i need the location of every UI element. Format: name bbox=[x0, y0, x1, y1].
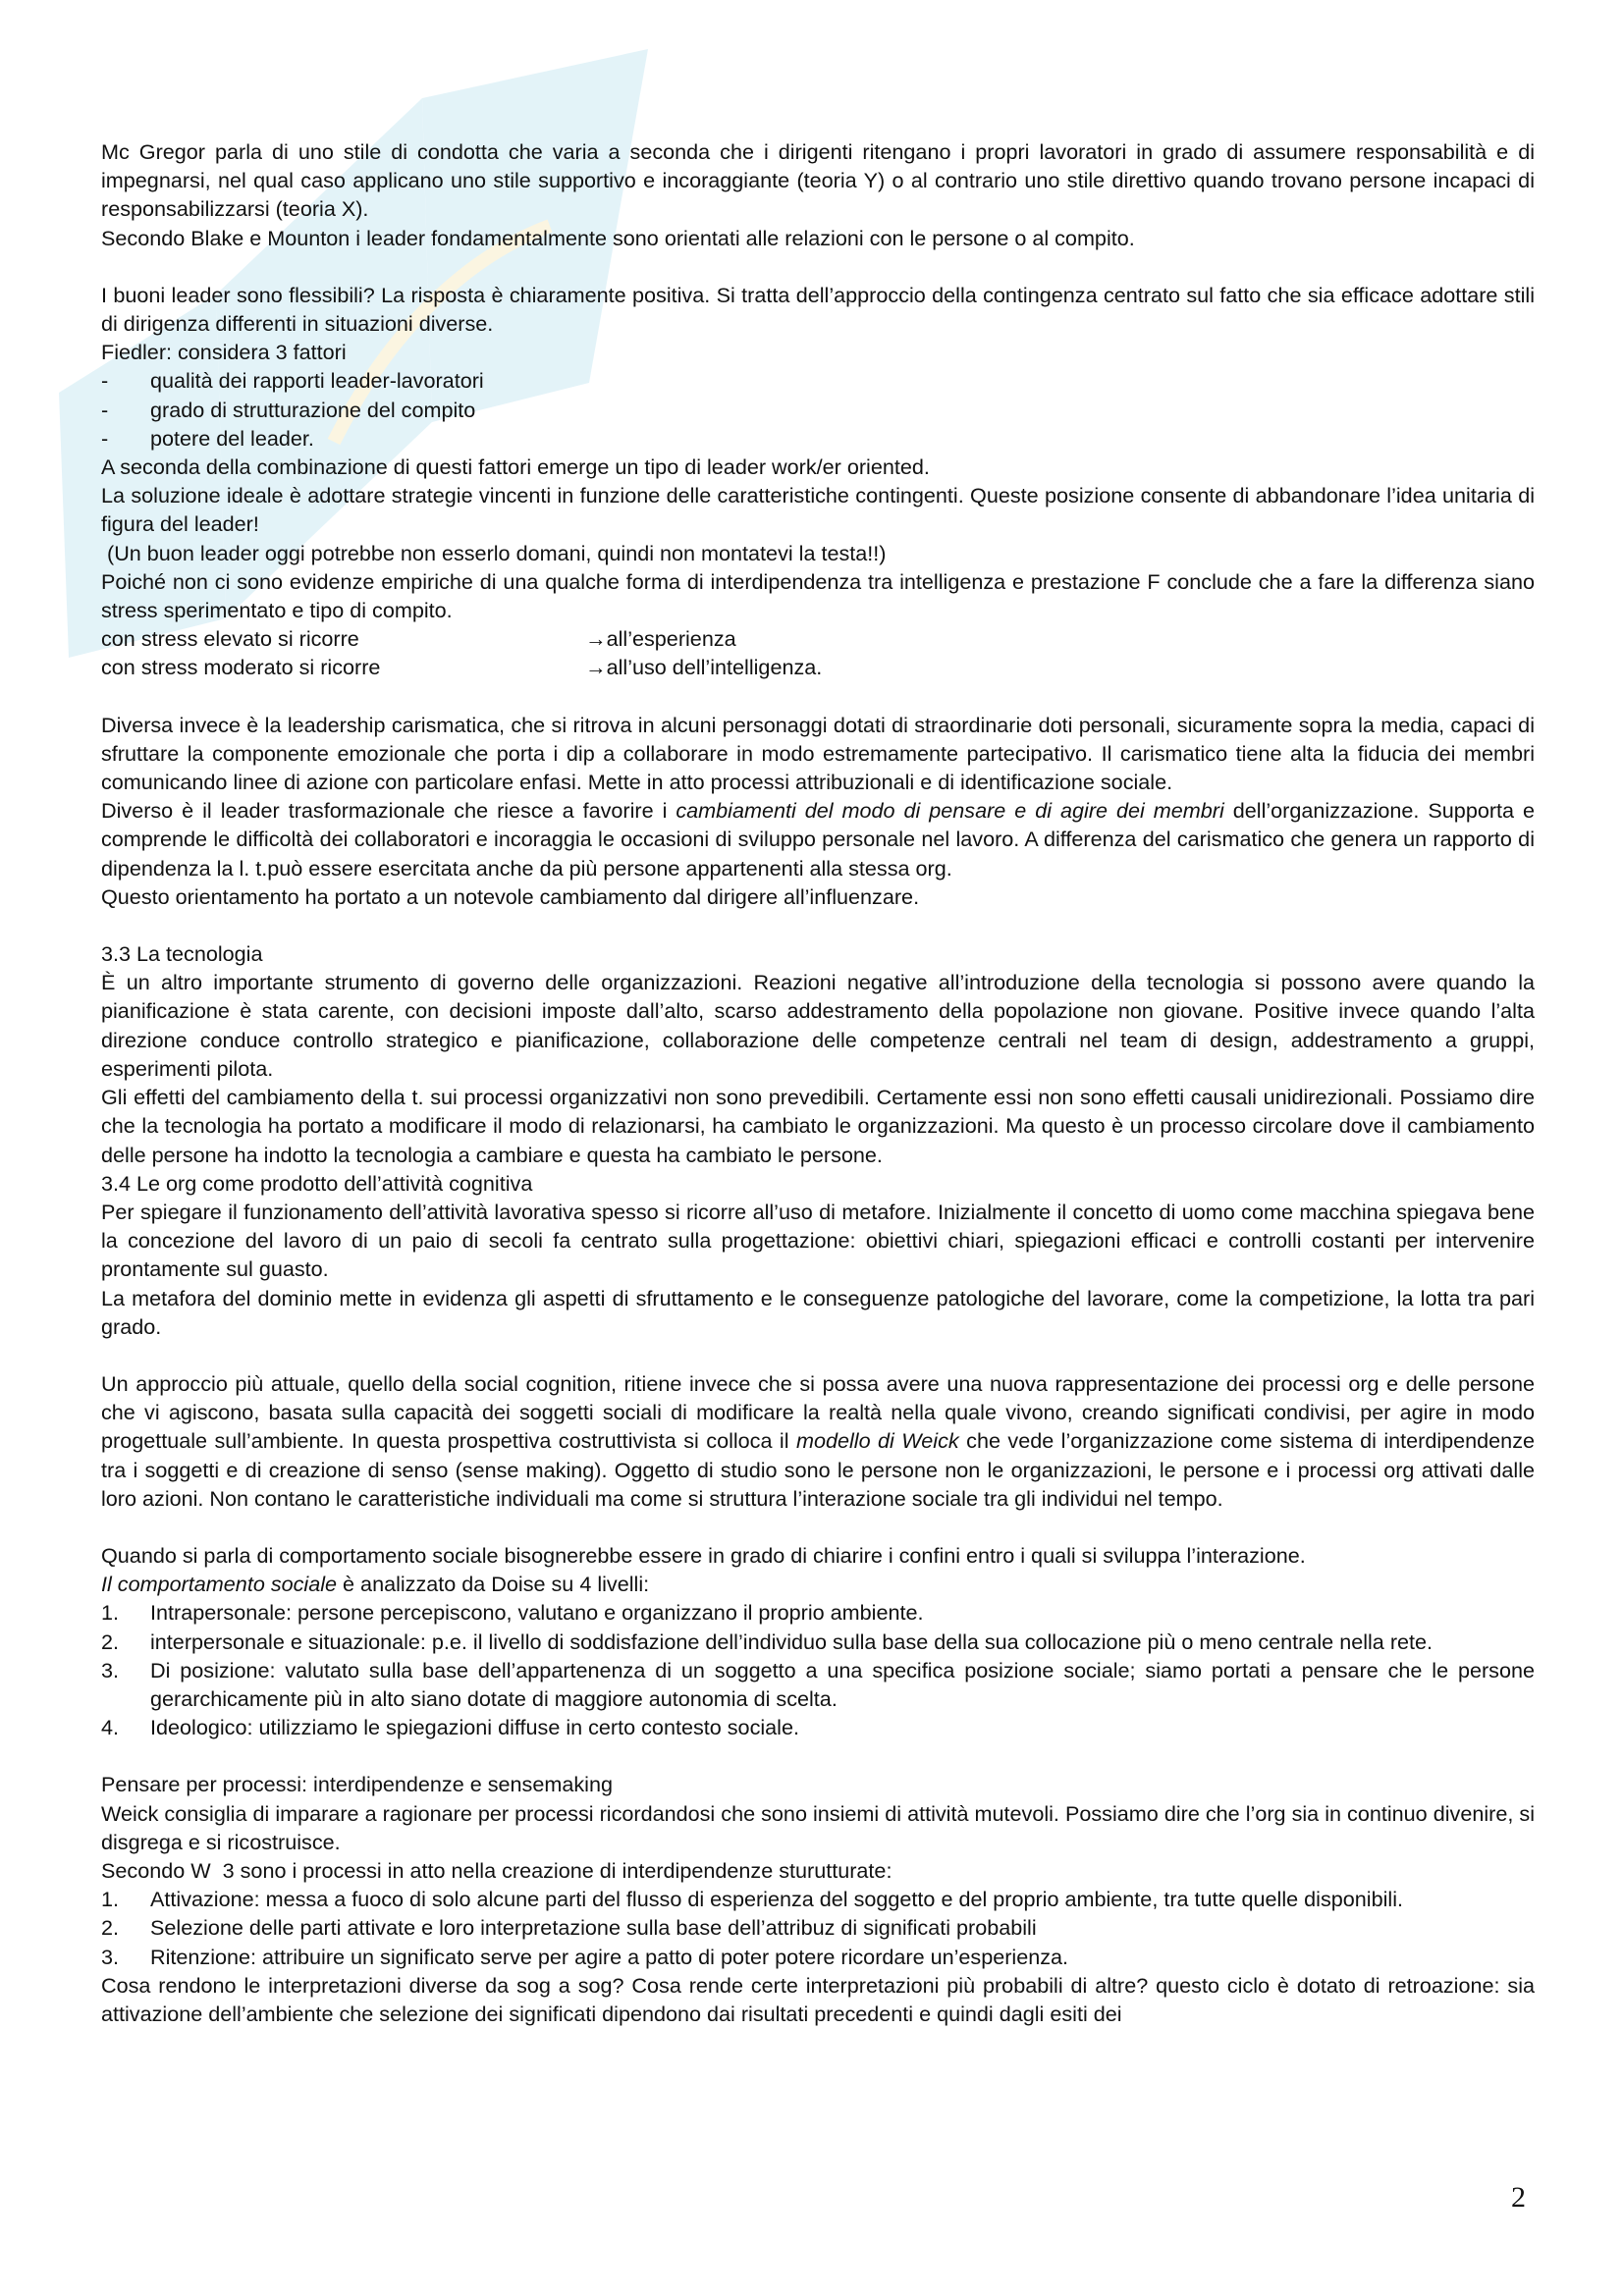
stress-condition: con stress elevato si ricorre bbox=[101, 626, 359, 652]
paragraph-flexible-leaders: I buoni leader sono flessibili? La risposta è chiaramente positiva. Si tratta dell’approccio della contingenza centrato sul fatto che sia efficace adottare stili di dirigenza differenti in situazioni diverse. bbox=[101, 282, 1535, 337]
emphasis-text: Il comportamento sociale bbox=[101, 1572, 338, 1597]
paragraph-transformational bbox=[101, 796, 1535, 882]
list-marker: 2. bbox=[101, 1915, 120, 1941]
list-item bbox=[101, 1656, 1535, 1713]
text-run: che vede l’organizzazione come sistema di interdipendenze tra i soggetti e di creazione di senso (sense making). Oggetto di studio sono le persone non le organizzazioni, le persone e i processi org attivati dalle loro azioni. Non contano le caratteristiche individuali ma come si struttura l’interazione sociale tra gli individui nel tempo. bbox=[101, 1428, 1535, 1511]
paragraph-doise bbox=[101, 1570, 1535, 1598]
list-text: qualità dei rapporti leader-lavoratori bbox=[150, 368, 484, 394]
stress-condition: con stress moderato si ricorre bbox=[101, 655, 381, 680]
section-heading-weick: Pensare per processi: interdipendenze e sensemaking bbox=[101, 1772, 613, 1797]
list-text: grado di strutturazione del compito bbox=[150, 397, 476, 422]
text-run: dell’organizzazione. Supporta e comprende le difficoltà dei collaboratori e incoraggia le occasioni di sviluppo personale nel lavoro. A differenza del carismatico che genera un rapporto di dipendenza la l. t.può essere esercitata anche da più persone appartenenti alla stessa org. bbox=[101, 798, 1536, 881]
fiedler-factor-list bbox=[101, 366, 1535, 453]
paragraph-fiedler-conclusion: Poiché non ci sono evidenze empiriche di una qualche forma di interdipendenza tra intelligenza e prestazione F conclude che a fare la differenza siano stress sperimentato e tipo di compito. bbox=[101, 568, 1535, 623]
paragraph-fiedler-combination: A seconda della combinazione di questi fattori emerge un tipo di leader work/er oriented. bbox=[101, 454, 930, 480]
list-marker: 1. bbox=[101, 1600, 120, 1626]
weick-process-list bbox=[101, 1885, 1535, 1971]
list-item bbox=[101, 424, 1535, 453]
list-item bbox=[101, 396, 1535, 424]
text-run: Un approccio più attuale, quello della social cognition, ritiene invece che si possa avere una nuova rappresentazione dei processi org e delle persone che vi agiscono, basata sulla capacità dei soggetti sociali di modificare la realtà nella quale vivono, creando significati condivisi, per agire in modo progettuale sull’ambiente. In questa prospettiva costruttivista si colloca il bbox=[101, 1370, 1535, 1454]
list-item bbox=[101, 1885, 1535, 1913]
stress-row-moderate bbox=[101, 653, 1535, 681]
paragraph-social-cognition bbox=[101, 1369, 1535, 1513]
paragraph-metaphors: Per spiegare il funzionamento dell’attività lavorativa spesso si ricorre all’uso di metafore. Inizialmente il concetto di uomo come macchina spiegava bene la concezione del lavoro di un paio di secoli fa centrato sulla progettazione: obiettivi chiari, spiegazioni efficaci e controlli costanti per intervenire prontamente sul guasto. bbox=[101, 1199, 1535, 1282]
paragraph-fiedler-intro: Fiedler: considera 3 fattori bbox=[101, 340, 347, 365]
paragraph-mcgregor: Mc Gregor parla di uno stile di condotta che varia a seconda che i dirigenti ritengano i propri lavoratori in grado di assumere responsabilità e di impegnarsi, nel qual caso applicano uno stile supportivo e incoraggiante (teoria Y) o al contrario uno stile direttivo quando trovano persone incapaci di responsabilizzarsi (teoria X). bbox=[101, 139, 1535, 222]
list-marker: 3. bbox=[101, 1657, 120, 1682]
emphasis-text: cambiamenti del modo di pensare e di agire dei membri bbox=[676, 798, 1224, 824]
paragraph-domain-metaphor: La metafora del dominio mette in evidenza gli aspetti di sfruttamento e le conseguenze patologiche del lavorare, come la competizione, la lotta tra pari grado. bbox=[101, 1285, 1535, 1339]
list-marker: - bbox=[101, 368, 109, 394]
list-marker: 3. bbox=[101, 1944, 120, 1969]
list-item bbox=[101, 1913, 1535, 1942]
paragraph-blake-mounton: Secondo Blake e Mounton i leader fondamentalmente sono orientati alle relazioni con le persone o al compito. bbox=[101, 225, 1135, 250]
document-page bbox=[101, 137, 1535, 2028]
list-marker: - bbox=[101, 397, 109, 422]
list-item bbox=[101, 1943, 1535, 1971]
list-item bbox=[101, 1713, 1535, 1741]
list-text: interpersonale e situazionale: p.e. il livello di soddisfazione dell’individuo sulla base della sua collocazione più o meno centrale nella rete. bbox=[150, 1629, 1434, 1654]
list-text: Selezione delle parti attivate e loro interpretazione sulla base dell’attribuz di significati probabili bbox=[150, 1915, 1037, 1941]
list-item bbox=[101, 366, 1535, 395]
list-text: Attivazione: messa a fuoco di solo alcune parti del flusso di esperienza del soggetto e del proprio ambiente, tra tutte quelle disponibili. bbox=[150, 1887, 1403, 1912]
paragraph-weick-processes: Weick consiglia di imparare a ragionare per processi ricordandosi che sono insiemi di attività mutevoli. Possiamo dire che l’org sia in continuo divenire, si disgrega e si ricostruisce. bbox=[101, 1800, 1535, 1854]
stress-outcome: →all’esperienza bbox=[585, 626, 736, 652]
section-heading-cognitive: 3.4 Le org come prodotto dell’attività cognitiva bbox=[101, 1170, 533, 1196]
page-number: 2 bbox=[1511, 2181, 1526, 2214]
doise-levels-list bbox=[101, 1598, 1535, 1741]
text-run: Diverso è il leader trasformazionale che riesce a favorire i bbox=[101, 798, 676, 824]
paragraph-social-behaviour: Quando si parla di comportamento sociale bisognerebbe essere in grado di chiarire i confini entro i quali si sviluppa l’interazione. bbox=[101, 1542, 1306, 1568]
paragraph-technology-2: Gli effetti del cambiamento della t. sui processi organizzativi non sono prevedibili. Certamente essi non sono effetti causali unidirezionali. Possiamo dire che la tecnologia ha portato a modificare il modo di relazionarsi, ha cambiato le organizzazioni. Ma questo è un processo circolare dove il cambiamento delle persone ha indotto la tecnologia a cambiare e questa ha cambiato le persone. bbox=[101, 1085, 1535, 1167]
paragraph-aside: (Un buon leader oggi potrebbe non esserlo domani, quindi non montatevi la testa!!) bbox=[101, 540, 887, 565]
paragraph-orientation: Questo orientamento ha portato a un notevole cambiamento dal dirigere all’influenzare. bbox=[101, 883, 920, 909]
list-item bbox=[101, 1628, 1535, 1656]
paragraph-technology-1: È un altro importante strumento di governo delle organizzazioni. Reazioni negative all’introduzione della tecnologia si possono avere quando la pianificazione è stata carente, con decisioni imposte dall’alto, scarso addestramento della popolazione non giovane. Positive invece quando l’alta direzione conduce controllo strategico e pianificazione, collaborazione delle competenze centrali nel team di design, addestramento a gruppi, esperimenti pilota. bbox=[101, 970, 1535, 1081]
list-item bbox=[101, 1598, 1535, 1627]
text-run: è analizzato da Doise su 4 livelli: bbox=[337, 1572, 650, 1597]
list-marker: 2. bbox=[101, 1629, 120, 1654]
section-heading-technology: 3.3 La tecnologia bbox=[101, 941, 263, 967]
emphasis-text: modello di Weick bbox=[795, 1428, 959, 1454]
stress-row-high bbox=[101, 624, 1535, 653]
list-marker: 4. bbox=[101, 1715, 120, 1740]
paragraph-weick-three: Secondo W 3 sono i processi in atto nella creazione di interdipendenze sturutturate: bbox=[101, 1857, 893, 1883]
list-text: Ideologico: utilizziamo le spiegazioni diffuse in certo contesto sociale. bbox=[150, 1715, 799, 1740]
list-marker: 1. bbox=[101, 1887, 120, 1912]
paragraph-ideal-solution: La soluzione ideale è adottare strategie vincenti in funzione delle caratteristiche contingenti. Queste posizione consente di abbandonare l’idea unitaria di figura del leader! bbox=[101, 483, 1535, 537]
list-text: Intrapersonale: persone percepiscono, valutano e organizzano il proprio ambiente. bbox=[150, 1600, 924, 1626]
stress-outcome: →all’uso dell’intelligenza. bbox=[585, 655, 823, 680]
paragraph-interpretations: Cosa rendono le interpretazioni diverse da sog a sog? Cosa rende certe interpretazioni più probabili di altre? questo ciclo è dotato di retroazione: sia attivazione dell’ambiente che selezione dei significati dipendono dai risultati precedenti e quindi dagli esiti dei bbox=[101, 1972, 1535, 2026]
list-marker: - bbox=[101, 425, 109, 451]
list-text: Ritenzione: attribuire un significato serve per agire a patto di poter potere ricordare un’esperienza. bbox=[150, 1944, 1069, 1969]
list-text: potere del leader. bbox=[150, 425, 314, 451]
paragraph-charismatic: Diversa invece è la leadership carismatica, che si ritrova in alcuni personaggi dotati di straordinarie doti personali, sicuramente sopra la media, capaci di sfruttare la componente emozionale che porta i dip a collaborare in modo estremamente partecipativo. Il carismatico tiene alta la fiducia dei membri comunicando linee di azione con particolare enfasi. Mette in atto processi attribuzionali e di identificazione sociale. bbox=[101, 712, 1535, 795]
list-text: Di posizione: valutato sulla base dell’appartenenza di un soggetto a una specifica posizione sociale; siamo portati a pensare che le persone gerarchicamente più in alto siano dotate di maggiore autonomia di scelta. bbox=[150, 1657, 1535, 1711]
